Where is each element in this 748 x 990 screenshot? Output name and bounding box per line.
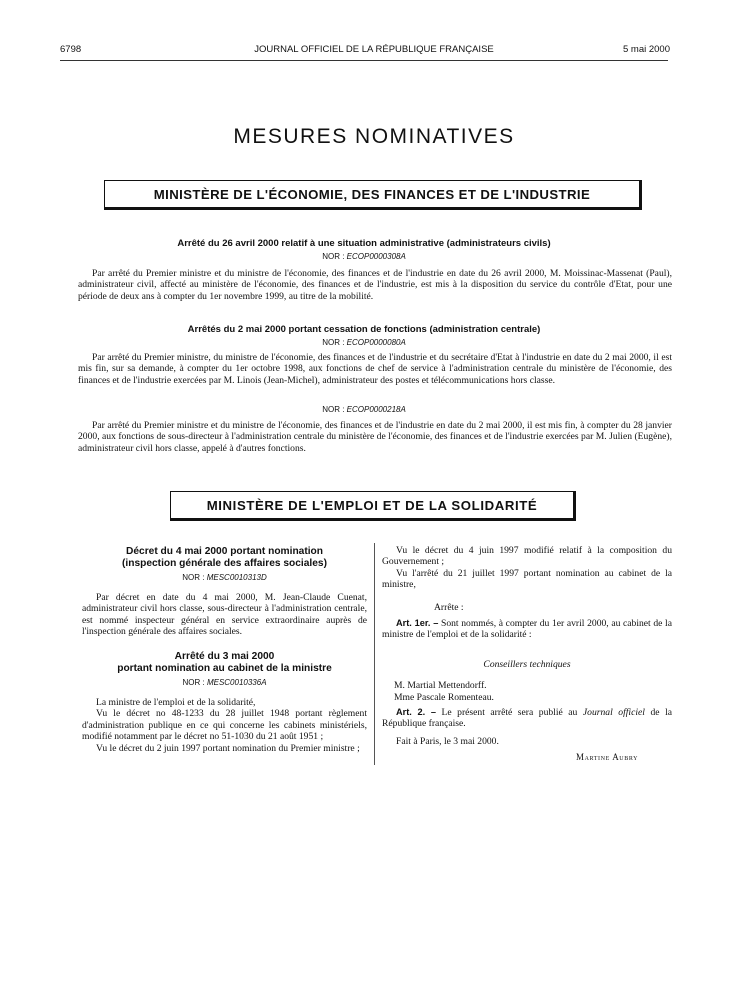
article-2-text: Le présent arrêté sera publié au xyxy=(441,707,578,718)
nor-label: NOR : xyxy=(322,252,345,261)
article-body: Par arrêté du Premier ministre et du ministre de l'économie, des finances et de l'industrie en date du 2 mai 2000, il est mis fin, à compter du 28 janvier 2000, aux fonctions de sous-directeur à l'administration centrale du ministère de l'économie, des finances et de l'industrie exercées par M. Julien (Eugène), administrateur civil hors classe, appelé à d'autres fonctions. xyxy=(78,420,672,454)
nor-code: ECOP0000218A xyxy=(346,405,406,414)
visa-paragraph: La ministre de l'emploi et de la solidarité, xyxy=(96,697,256,708)
page-number: 6798 xyxy=(60,44,82,55)
arrete-title xyxy=(82,651,367,674)
arrete-title-line: portant nomination au cabinet de la ministre xyxy=(117,662,332,674)
article-title-26-avril: Arrêté du 26 avril 2000 relatif à une situation administrative (administrateurs civils) xyxy=(177,238,551,249)
signature: Martine Aubry xyxy=(576,752,639,762)
column-divider xyxy=(374,543,375,765)
nor-reference xyxy=(60,405,668,414)
arrete-visas-left xyxy=(82,697,367,754)
decret-title-line: Décret du 4 mai 2000 portant nomination xyxy=(126,546,323,557)
article-1-text: Sont nommés, à compter du 1er avril 2000, au cabinet de la ministre de l'emploi et de la solidarité : xyxy=(382,618,672,641)
article-body: Par arrêté du Premier ministre, du ministre de l'économie, des finances et de l'industrie et du secrétaire d'Etat à l'industrie en date du 2 mai 2000, il est mis fin, sur sa demande, à compter du 1er octobre 1998, aux fonctions de chef de service à l'administration centrale du ministère de l'économie, des finances et de l'industrie exercées par M. Linois (Jean-Michel), administrateur des postes et télécommunications hors classe. xyxy=(78,352,672,386)
visa-paragraph: Vu le décret du 4 juin 1997 modifié relatif à la composition du Gouvernement ; xyxy=(382,545,672,568)
list-item: M. Martial Mettendorff. xyxy=(394,680,487,691)
nor-reference xyxy=(82,678,367,687)
list-item: Mme Pascale Romenteau. xyxy=(394,691,494,703)
header-rule xyxy=(60,60,668,61)
visa-paragraph: Vu l'arrêté du 21 juillet 1997 portant nomination au cabinet de la ministre, xyxy=(382,567,672,591)
nor-code: ECOP0000080A xyxy=(346,338,406,347)
nor-reference xyxy=(82,573,367,582)
visa-paragraph: Vu le décret du 2 juin 1997 portant nomination du Premier ministre ; xyxy=(96,742,360,754)
nor-label: NOR : xyxy=(182,678,205,687)
nor-code: MESC0010313D xyxy=(206,573,267,582)
nor-label: NOR : xyxy=(182,573,205,582)
decret-body: Par décret en date du 4 mai 2000, M. Jean-Claude Cuenat, administrateur civil hors classe, sous-directeur à l'administration centrale, est nommé inspecteur général en service extraordinaire auprès de l'inspection générale des affaires sociales. xyxy=(82,592,367,638)
nor-code: MESC0010336A xyxy=(206,678,267,687)
article-1-label: Art. 1er. – xyxy=(396,618,439,628)
nor-label: NOR : xyxy=(322,338,345,347)
nor-label: NOR : xyxy=(322,405,345,414)
arrete-visas-right xyxy=(382,545,672,591)
article-2-label: Art. 2. – xyxy=(396,707,436,717)
decret-title-line: (inspection générale des affaires sociales) xyxy=(122,557,327,569)
section-heading: Conseillers techniques xyxy=(483,659,571,670)
journal-name: Journal officiel xyxy=(582,707,645,718)
article-1 xyxy=(382,618,672,641)
decret-title xyxy=(82,546,367,569)
nor-reference xyxy=(60,252,668,261)
arrete-title-line: Arrêté du 3 mai 2000 xyxy=(174,651,275,662)
ministry-heading-economie: MINISTÈRE DE L'ÉCONOMIE, DES FINANCES ET DE L'INDUSTRIE xyxy=(104,180,642,210)
article-2 xyxy=(382,707,672,730)
visa-paragraph: Vu le décret no 48-1233 du 28 juillet 1948 portant règlement d'administration publique en ce qui concerne les cabinets ministériels, modifié notamment par le décret no 51-1030 du 21 août 1951 ; xyxy=(82,708,367,743)
article-2-text: de la République française. xyxy=(382,707,673,730)
article-body: Par arrêté du Premier ministre et du ministre de l'économie, des finances et de l'industrie en date du 26 avril 2000, M. Moissinac-Massenat (Paul), administrateur civil, affecté au ministère de l'économie, des finances et de l'industrie, est mis à la disposition du service du contrôle d'Etat, pour une période de deux ans à compter du 1er novembre 1999, au titre de la mobilité. xyxy=(78,268,672,302)
nor-reference xyxy=(60,338,668,347)
nor-code: ECOP0000308A xyxy=(346,252,406,261)
journal-title: JOURNAL OFFICIEL DE LA RÉPUBLIQUE FRANÇAISE xyxy=(254,44,494,55)
page-title: MESURES NOMINATIVES xyxy=(233,125,515,148)
names-list xyxy=(382,680,672,703)
arrete-word: Arrête : xyxy=(434,602,464,613)
article-title-2-mai: Arrêtés du 2 mai 2000 portant cessation de fonctions (administration centrale) xyxy=(187,324,541,335)
ministry-heading-emploi: MINISTÈRE DE L'EMPLOI ET DE LA SOLIDARITÉ xyxy=(170,491,576,521)
issue-date: 5 mai 2000 xyxy=(622,44,670,55)
signoff: Fait à Paris, le 3 mai 2000. xyxy=(396,736,499,747)
